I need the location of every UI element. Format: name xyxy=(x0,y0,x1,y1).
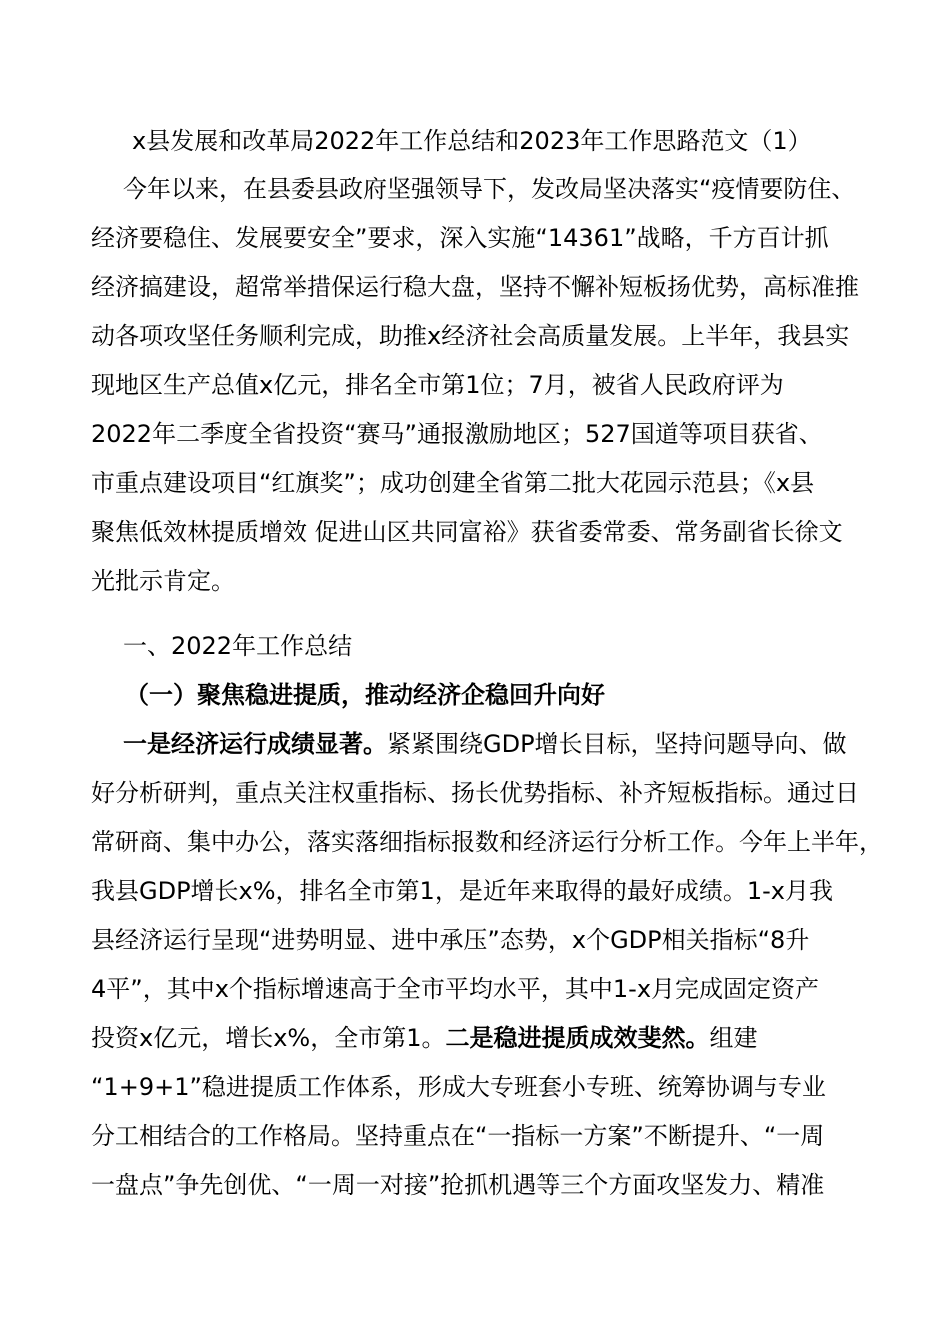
paragraph-line xyxy=(91,1022,757,1054)
paragraph-line: 好分析研判，重点关注权重指标、扬长优势指标、补齐短板指标。通过日 xyxy=(91,779,859,807)
point-one-last-text: 投资x亿元，增长x%，全市第1。 xyxy=(91,1024,446,1052)
intro-line: 光批示肯定。 xyxy=(91,567,235,595)
section-heading: 一、2022年工作总结 xyxy=(123,632,353,660)
point-one-label: 一是经济运行成绩显著。 xyxy=(123,730,387,758)
intro-line: 聚焦低效林提质增效 促进山区共同富裕》获省委常委、常务副省长徐文 xyxy=(91,518,843,546)
paragraph-line xyxy=(123,728,847,760)
paragraph-line: 一盘点”争先创优、“一周一对接”抢抓机遇等三个方面攻坚发力、精准 xyxy=(91,1171,825,1199)
paragraph-line: “1+9+1”稳进提质工作体系，形成大专班套小专班、统筹协调与专业 xyxy=(91,1073,826,1101)
intro-line: 动各项攻坚任务顺利完成，助推x经济社会高质量发展。上半年，我县实 xyxy=(91,322,850,350)
intro-line: 今年以来，在县委县政府坚强领导下，发改局坚决落实“疫情要防住、 xyxy=(123,175,856,203)
paragraph-line: 分工相结合的工作格局。坚持重点在“一指标一方案”不断提升、“一周 xyxy=(91,1122,825,1150)
document-title: x县发展和改革局2022年工作总结和2023年工作思路范文（1） xyxy=(132,127,812,155)
intro-line: 经济搞建设，超常举措保运行稳大盘，坚持不懈补短板扬优势，高标准推 xyxy=(91,273,859,301)
paragraph-line: 4平”，其中x个指标增速高于全市平均水平，其中1-x月完成固定资产 xyxy=(91,975,820,1003)
paragraph-line: 我县GDP增长x%，排名全市第1，是近年来取得的最好成绩。1-x月我 xyxy=(91,877,833,905)
paragraph-line: 县经济运行呈现“进势明显、进中承压”态势，x个GDP相关指标“8升 xyxy=(91,926,810,954)
point-two-label: 二是稳进提质成效斐然。 xyxy=(445,1024,710,1052)
point-one-text: 紧紧围绕GDP增长目标，坚持问题导向、做 xyxy=(387,730,847,758)
intro-line: 现地区生产总值x亿元，排名全市第1位；7月，被省人民政府评为 xyxy=(91,371,784,399)
intro-line: 市重点建设项目“红旗奖”；成功创建全省第二批大花园示范县；《x县 xyxy=(91,469,815,497)
paragraph-line: 常研商、集中办公，落实落细指标报数和经济运行分析工作。今年上半年， xyxy=(91,828,883,856)
point-two-text: 组建 xyxy=(709,1024,758,1052)
intro-line: 2022年二季度全省投资“赛马”通报激励地区；527国道等项目获省、 xyxy=(91,420,823,448)
subsection-heading: （一）聚焦稳进提质，推动经济企稳回升向好 xyxy=(125,681,605,709)
intro-line: 经济要稳住、发展要安全”要求，深入实施“14361”战略，千方百计抓 xyxy=(91,224,829,252)
